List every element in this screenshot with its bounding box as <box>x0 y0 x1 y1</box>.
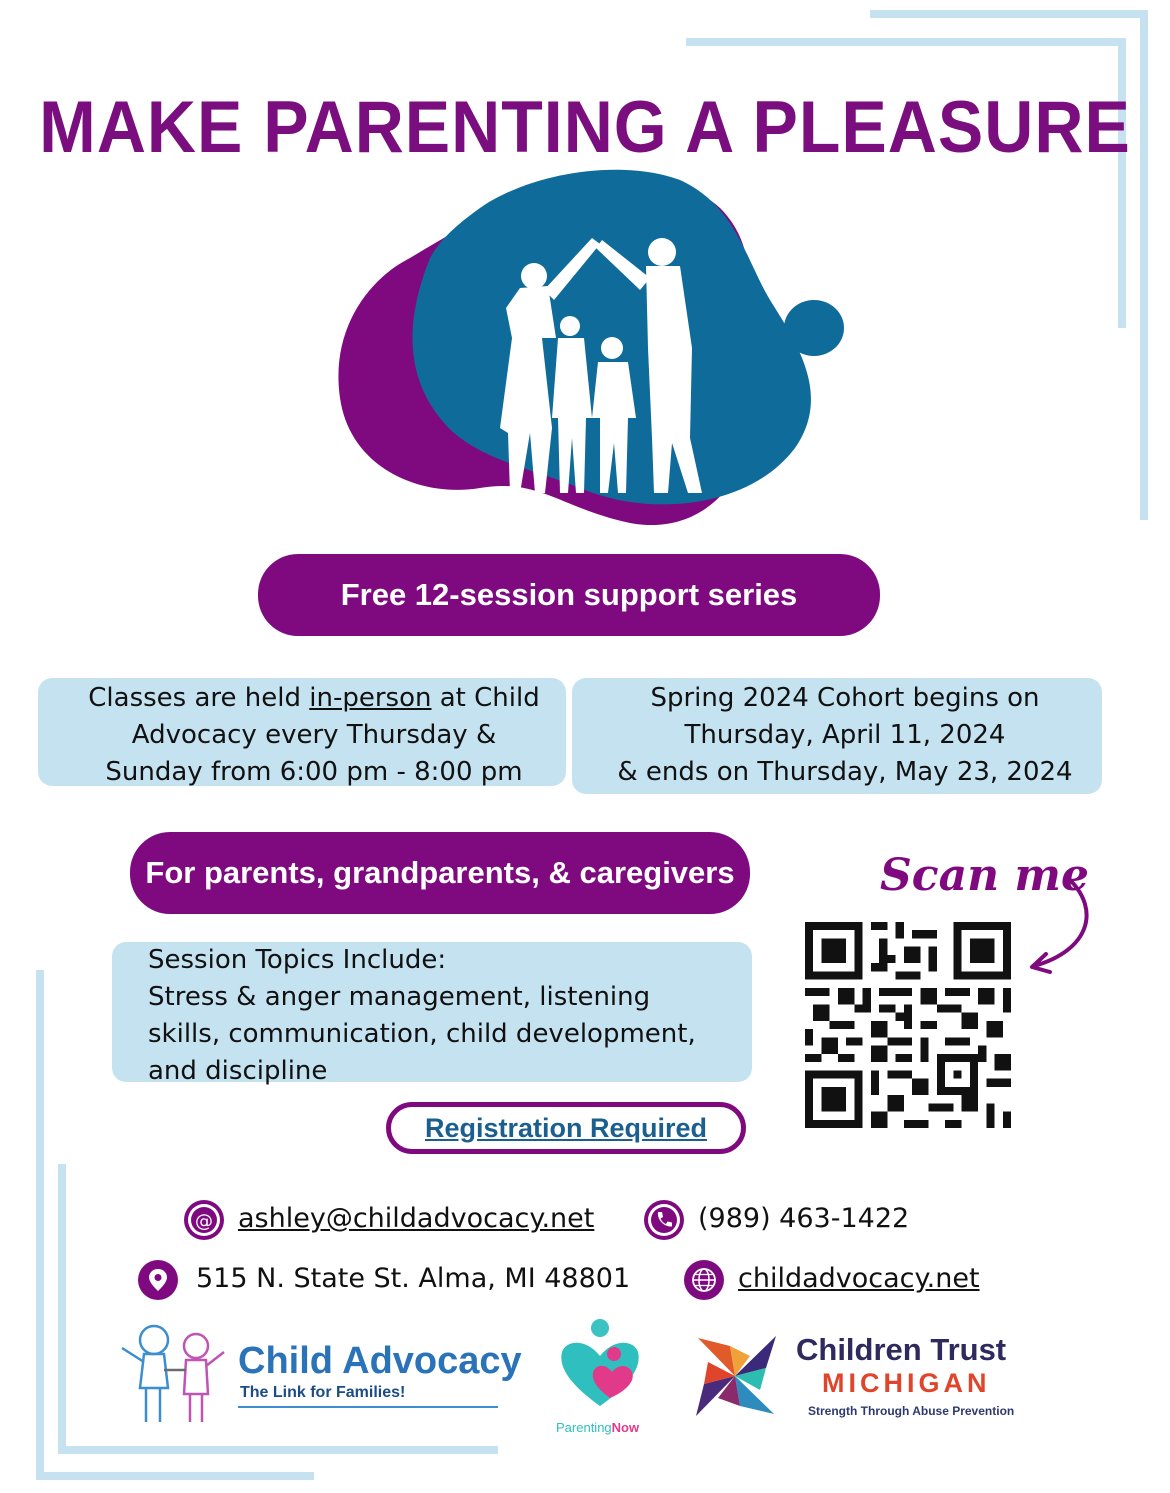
email-link[interactable]: ashley@childadvocacy.net <box>238 1203 595 1234</box>
classes-info <box>40 680 588 791</box>
topics-line3: and discipline <box>148 1056 328 1086</box>
address: 515 N. State St. Alma, MI 48801 <box>196 1263 631 1294</box>
qr-code[interactable] <box>804 922 1012 1128</box>
frame-line-bottom-2 <box>58 1446 498 1454</box>
at-icon <box>184 1200 224 1240</box>
parenting-now-b: Now <box>611 1420 640 1435</box>
cohort-line2: Thursday, April 11, 2024 <box>684 720 1006 750</box>
frame-line-right-1 <box>1118 38 1126 328</box>
session-topics <box>148 942 768 1090</box>
location-pin-icon <box>138 1260 178 1300</box>
arrow-icon <box>1020 870 1100 980</box>
classes-line3: Sunday from 6:00 pm - 8:00 pm <box>105 757 523 787</box>
parenting-now-logo <box>552 1316 648 1412</box>
in-person-text: in-person <box>309 683 432 713</box>
series-pill: Free 12-session support series <box>258 554 880 636</box>
cohort-info <box>590 680 1100 791</box>
svg-text:@: @ <box>195 1211 213 1232</box>
child-advocacy-name: Child Advocacy <box>238 1340 522 1382</box>
frame-line-top-1 <box>686 38 1126 46</box>
children-trust-pinwheel-icon <box>690 1330 780 1422</box>
ctm-line2: MICHIGAN <box>822 1368 991 1398</box>
frame-line-left-1 <box>36 970 44 1480</box>
parenting-now-a: Parenting <box>556 1420 612 1435</box>
registration-button[interactable] <box>386 1102 746 1154</box>
registration-link[interactable]: Registration Required <box>424 1113 708 1143</box>
topics-line2: skills, communication, child development, <box>148 1019 696 1049</box>
frame-line-left-2 <box>58 1164 66 1454</box>
parenting-now-text <box>556 1420 639 1435</box>
page-title: MAKE PARENTING A PLEASURE <box>39 85 1131 169</box>
scan-me-label: Scan me <box>880 850 1089 901</box>
audience-pill: For parents, grandparents, & caregivers <box>130 832 750 914</box>
classes-line1-a: Classes are held <box>88 683 310 713</box>
family-illustration <box>330 168 850 538</box>
ctm-tagline: Strength Through Abuse Prevention <box>808 1404 1015 1418</box>
ctm-line1: Children Trust <box>796 1332 1007 1367</box>
cohort-line1: Spring 2024 Cohort begins on <box>650 683 1040 713</box>
child-advocacy-tagline: The Link for Families! <box>240 1384 406 1401</box>
phone-icon <box>644 1200 684 1240</box>
topics-heading: Session Topics Include: <box>148 945 447 975</box>
child-advocacy-underline <box>238 1406 498 1408</box>
topics-line1: Stress & anger management, listening <box>148 982 651 1012</box>
frame-line-bottom-1 <box>36 1472 314 1480</box>
website-link[interactable]: childadvocacy.net <box>738 1263 980 1294</box>
globe-icon <box>684 1260 724 1300</box>
frame-line-top-2 <box>870 10 1148 18</box>
classes-line1-b: at Child <box>431 683 540 713</box>
child-advocacy-kids-logo <box>116 1318 228 1428</box>
cohort-line3: & ends on Thursday, May 23, 2024 <box>617 757 1073 787</box>
classes-line2: Advocacy every Thursday & <box>131 720 497 750</box>
phone-number: (989) 463-1422 <box>698 1203 910 1234</box>
